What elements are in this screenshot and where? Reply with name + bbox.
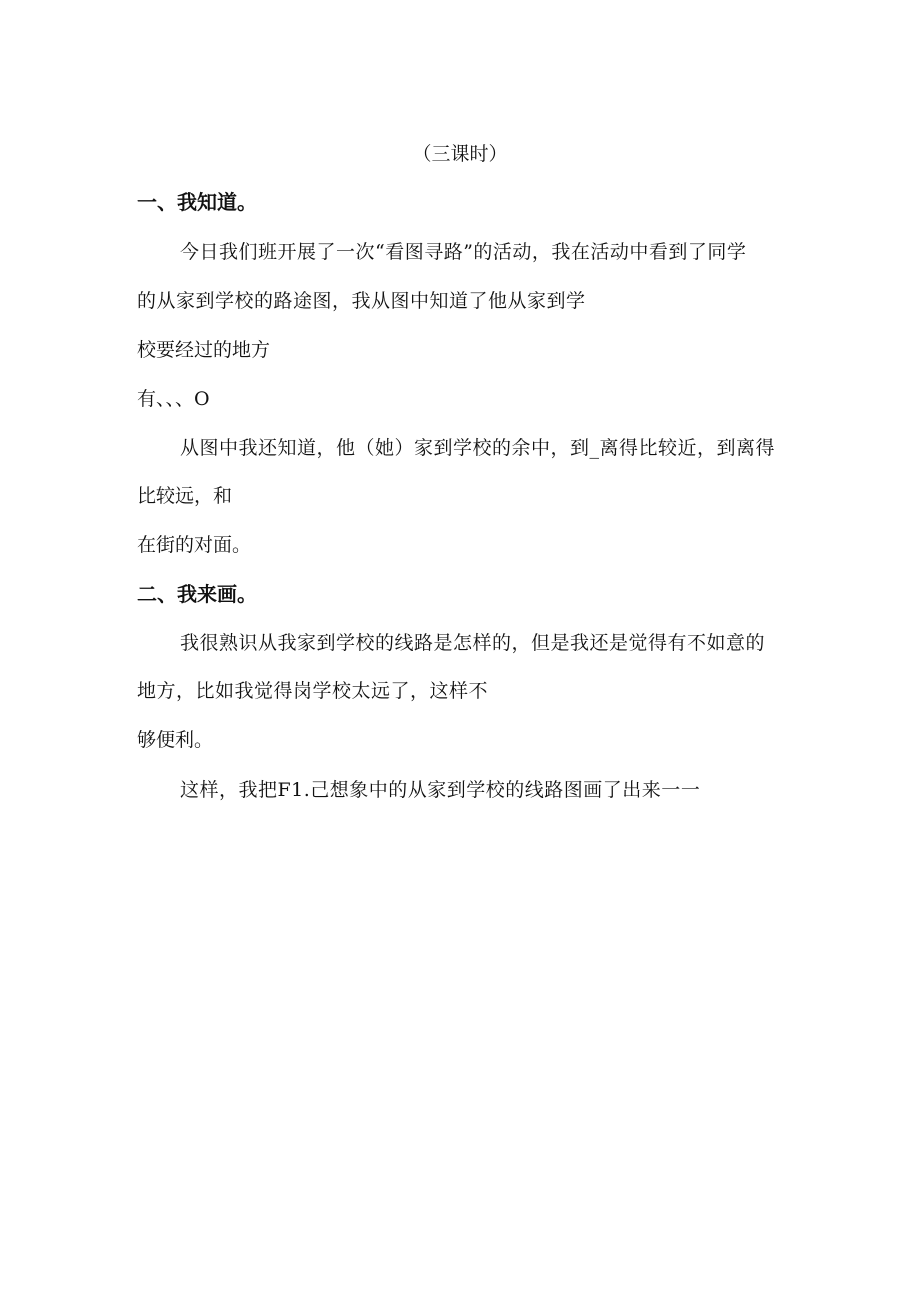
section-heading-draw: 二、我来画。	[137, 582, 257, 606]
paragraph-line: 的从家到学校的路途图，我从图中知道了他从家到学	[137, 290, 586, 312]
paragraph-line: 校要经过的地方	[137, 339, 271, 361]
paragraph-line: 今日我们班开展了一次“看图寻路”的活动，我在活动中看到了同学	[180, 241, 747, 263]
paragraph-line: 有、、、O	[137, 388, 210, 410]
paragraph-line: 我很熟识从我家到学校的线路是怎样的，但是我还是觉得有不如意的	[180, 632, 766, 654]
paragraph-line: 够便利。	[137, 729, 214, 751]
paragraph-line: 这样，我把F1.己想象中的从家到学校的线路图画了出来一一	[180, 779, 701, 801]
page-title: （三课时）	[412, 143, 508, 165]
paragraph-line: 地方，比如我觉得岗学校太远了，这样不	[137, 680, 489, 702]
paragraph-line: 在街的对面。	[137, 534, 252, 556]
paragraph-line: 比较远，和	[137, 485, 233, 507]
paragraph-line: 从图中我还知道，他（她）家到学校的余中，到_离得比较近，到离得	[180, 437, 776, 459]
section-heading-know: 一、我知道。	[137, 190, 257, 214]
